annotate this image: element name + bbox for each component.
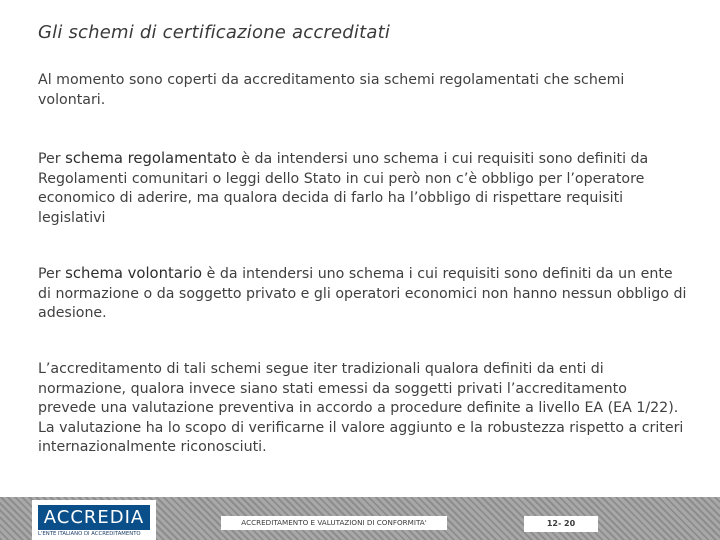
intro-paragraph <box>38 71 688 110</box>
regulated-prefix: Per <box>38 151 66 167</box>
accreditation-text: L’accreditamento di tali schemi segue iter tradizionali qualora definiti da enti di normazione, qualora invece siano stati emessi da soggetti privati l’accreditamento prevede una valutazione preventiva in accordo a procedure definite a livello EA (EA 1/22). <box>38 361 679 416</box>
voluntary-term: schema volontario <box>65 265 203 282</box>
regulated-definition: è da intendersi uno schema i cui requisiti sono definiti da Regolamenti comunitari o leggi dello Stato in cui però non c’è obbligo per l’operatore economico di aderire, ma qualora decida di farlo ha l’obbligo di rispettare requisiti legislativi <box>38 151 649 226</box>
slide-title: Gli schemi di certificazione accreditati <box>38 22 391 43</box>
logo-text: ACCREDIA <box>43 507 145 528</box>
voluntary-prefix: Per <box>38 266 66 282</box>
intro-text: Al momento sono coperti da accreditamento sia schemi regolamentati che schemi volontari. <box>38 72 625 108</box>
accredia-logo <box>38 505 150 530</box>
logo-tagline: L'ENTE ITALIANO DI ACCREDITAMENTO <box>38 531 141 537</box>
voluntary-scheme-paragraph <box>38 264 688 324</box>
regulated-term: schema regolamentato <box>65 150 237 167</box>
regulated-scheme-paragraph <box>38 149 688 228</box>
voluntary-definition: è da intendersi uno schema i cui requisiti sono definiti da un ente di normazione o da soggetto privato e gli operatori economici non hanno nessun obbligo di adesione. <box>38 266 687 321</box>
accreditation-paragraph <box>38 360 688 458</box>
footer-caption: ACCREDITAMENTO E VALUTAZIONI DI CONFORMITA' <box>221 516 447 530</box>
page-number: 12- 20 <box>524 516 598 532</box>
evaluation-text: La valutazione ha lo scopo di verificarne il valore aggiunto e la robustezza rispetto a criteri internazionalmente riconosciuti. <box>38 419 684 455</box>
